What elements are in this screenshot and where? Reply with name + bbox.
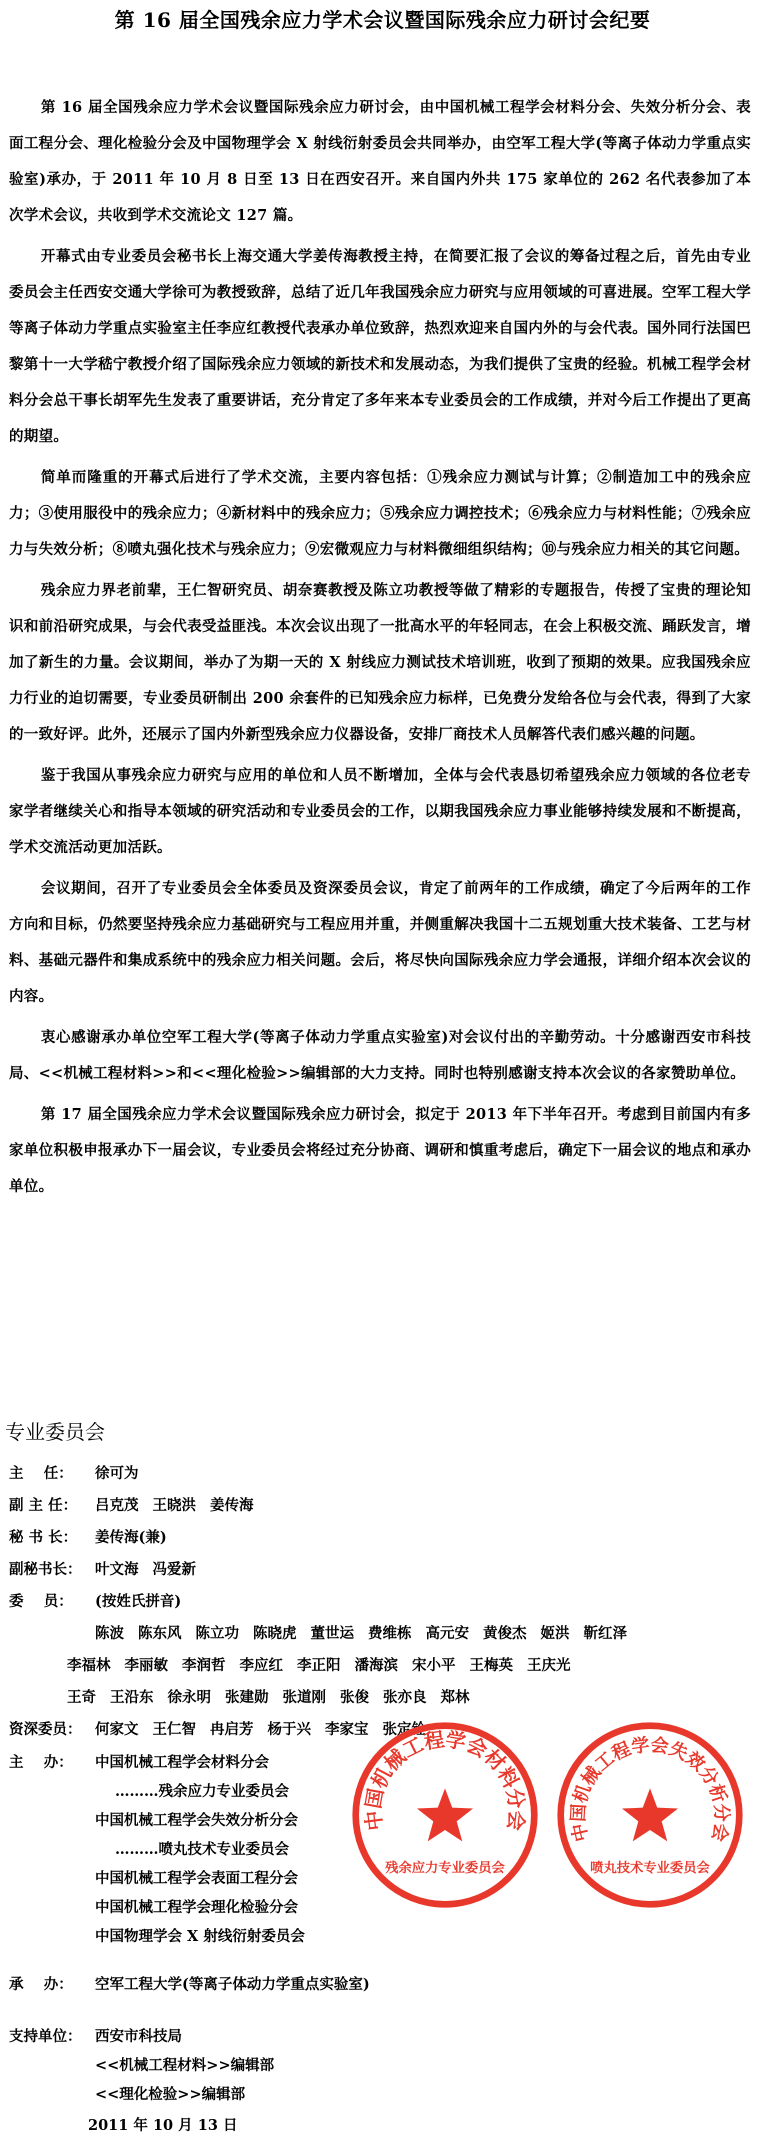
- member-name: 王奇: [67, 1689, 96, 1706]
- host-item: 中国机械工程学会理化检验分会: [95, 1899, 298, 1916]
- secretary-label: 秘 书 长：: [9, 1529, 78, 1546]
- paragraph: 残余应力界老前辈，王仁智研究员、胡奈赛教授及陈立功教授等做了精彩的专题报告，传授了宝贵的理论知识和前沿研究成果，与会代表受益匪浅。本次会议出现了一批高水平的年轻同志，在会上积极交流、踊跃发言，增加了新生的力量。会议期间，举办了为期一天的 X 射线应力测试技术培训班，收到了预期的效果。应我国残余应力行业的迫切需要，专业委员研制出 200 余套件的已知残余应力标样，已免费分发给各位与会代表，得到了大家的一致好评。此外，还展示了国内外新型残余应力仪器设备，安排厂商技术人员解答代表们感兴趣的问题。: [9, 582, 751, 743]
- seal-ring-text: 中国机械工程学会材料分会: [360, 1727, 530, 1832]
- vice-chair-name: 吕克茂: [95, 1497, 139, 1514]
- paragraph: 开幕式由专业委员会秘书长上海交通大学姜传海教授主持，在简要汇报了会议的筹备过程之后，首先由专业委员会主任西安交通大学徐可为教授致辞，总结了近几年我国残余应力研究与应用领域的可喜进展。空军工程大学等离子体动力学重点实验室主任李应红教授代表承办单位致辞，热烈欢迎来自国内外的与会代表。国外同行法国巴黎第十一大学嵇宁教授介绍了国际残余应力领域的新技术和发展动态，为我们提供了宝贵的经验。机械工程学会材料分会总干事长胡军先生发表了重要讲话，充分肯定了多年来本专业委员会的工作成绩，并对今后工作提出了更高的期望。: [9, 248, 751, 445]
- member-name: 张建勋: [225, 1689, 269, 1706]
- member-name: 陈波: [95, 1625, 124, 1642]
- vice-chair-name: 姜传海: [210, 1497, 254, 1514]
- seal-bottom-text: 喷丸技术专业委员会: [590, 1861, 710, 1876]
- article-body: [9, 90, 751, 1210]
- senior-member-name: 冉启芳: [210, 1721, 254, 1738]
- member-name: 姬洪: [540, 1625, 570, 1642]
- member-name: 宋小平: [412, 1657, 456, 1674]
- member-name: 徐永明: [167, 1689, 211, 1706]
- senior-member-name: 何家文: [95, 1721, 139, 1738]
- secretary-name: 姜传海(兼): [95, 1529, 167, 1546]
- host-label: 主 办：: [9, 1754, 73, 1771]
- vice-secretary-names: [95, 1554, 210, 1586]
- senior-members-label: 资深委员：: [9, 1721, 82, 1738]
- member-name: 张道刚: [282, 1689, 326, 1706]
- host-item: ………喷丸技术专业委员会: [115, 1841, 289, 1858]
- seal-materials-icon: [350, 1720, 540, 1910]
- seal-bottom-text: 残余应力专业委员会: [385, 1861, 505, 1876]
- member-name: 李正阳: [297, 1657, 341, 1674]
- member-name: 陈晓虎: [253, 1625, 297, 1642]
- seal-ring-text: 中国机械工程学会失效分析分会: [568, 1734, 732, 1844]
- members-names: [95, 1618, 641, 1650]
- chair-row: [9, 1458, 749, 1490]
- seals: [350, 1720, 760, 1910]
- member-name: 黄俊杰: [483, 1625, 527, 1642]
- senior-member-name: 王仁智: [152, 1721, 196, 1738]
- vice-secretary-name: 冯爱新: [152, 1561, 196, 1578]
- members-list-row: [9, 1650, 749, 1682]
- host-item: 中国机械工程学会表面工程分会: [95, 1870, 298, 1887]
- member-name: 高元安: [425, 1625, 469, 1642]
- secretary-row: [9, 1522, 749, 1554]
- vice-chair-row: [9, 1490, 749, 1522]
- member-name: 陈立功: [195, 1625, 239, 1642]
- member-name: 王沿东: [110, 1689, 154, 1706]
- support-item: 西安市科技局: [95, 2028, 182, 2045]
- members-list-row: [9, 1618, 749, 1650]
- host-item: 中国机械工程学会材料分会: [95, 1754, 269, 1771]
- member-name: 郑林: [440, 1689, 470, 1706]
- vice-secretary-label: 副秘书长：: [9, 1561, 82, 1578]
- members-note: (按姓氏拼音): [95, 1593, 182, 1610]
- page-title: 第 16 届全国残余应力学术会议暨国际残余应力研讨会纪要: [114, 8, 651, 32]
- member-name: 潘海滨: [354, 1657, 398, 1674]
- organizer-label: 承 办：: [9, 1976, 73, 1993]
- member-name: 王梅英: [469, 1657, 513, 1674]
- senior-member-name: 张定铨: [382, 1721, 426, 1738]
- seal-materials-branch: [350, 1720, 540, 1910]
- chair-label: 主 任：: [9, 1465, 73, 1482]
- support-item: <<理化检验>>编辑部: [95, 2086, 246, 2103]
- vice-chair-label: 副 主 任：: [9, 1497, 78, 1514]
- member-name: 董世运: [310, 1625, 354, 1642]
- senior-member-name: 杨于兴: [267, 1721, 311, 1738]
- members-label: 委 员：: [9, 1593, 73, 1610]
- paragraph: 第 16 届全国残余应力学术会议暨国际残余应力研讨会，由中国机械工程学会材料分会、失效分析分会、表面工程分会、理化检验分会及中国物理学会 X 射线衍射委员会共同举办，由空军工程大学(等离子体动力学重点实验室)承办，于 2011 年 10 月 8 日至 13 日在西安召开。来自国内外共 175 家单位的 262 名代表参加了本次学术会议，共收到学术交流论文 127 篇。: [9, 99, 751, 224]
- member-name: 费维栋: [368, 1625, 412, 1642]
- paragraph: 第 17 届全国残余应力学术会议暨国际残余应力研讨会，拟定于 2013 年下半年召开。考虑到目前国内有多家单位积极申报承办下一届会议，专业委员会将经过充分协商、调研和慎重考虑后，确定下一届会议的地点和承办单位。: [9, 1106, 751, 1195]
- member-name: 陈东风: [138, 1625, 182, 1642]
- host-item: 中国机械工程学会失效分析分会: [95, 1812, 298, 1829]
- support-item: <<机械工程材料>>编辑部: [95, 2057, 275, 2074]
- committee-heading: 专业委员会: [5, 1420, 105, 1444]
- document-date: 2011 年 10 月 13 日: [88, 2117, 238, 2134]
- member-name: 李润哲: [182, 1657, 226, 1674]
- seal-failure-branch: [555, 1720, 745, 1910]
- organizer-name: 空军工程大学(等离子体动力学重点实验室): [95, 1976, 370, 1993]
- member-name: 李丽敏: [124, 1657, 168, 1674]
- vice-chair-names: [95, 1490, 268, 1522]
- members-names: [67, 1650, 585, 1682]
- paragraph: 鉴于我国从事残余应力研究与应用的单位和人员不断增加，全体与会代表恳切希望残余应力领域的各位老专家学者继续关心和指导本领域的研究活动和专业委员会的工作，以期我国残余应力事业能够持续发展和不断提高，学术交流活动更加活跃。: [9, 767, 751, 856]
- host-item: ………残余应力专业委员会: [115, 1783, 289, 1800]
- senior-member-name: 李家宝: [325, 1721, 369, 1738]
- host-item: 中国物理学会 X 射线衍射委员会: [95, 1928, 305, 1945]
- members-row: [9, 1586, 749, 1618]
- member-name: 张俊: [340, 1689, 369, 1706]
- vice-chair-name: 王晓洪: [152, 1497, 196, 1514]
- seal-failure-icon: [555, 1720, 745, 1910]
- support-label: 支持单位：: [9, 2028, 82, 2045]
- paragraph: 衷心感谢承办单位空军工程大学(等离子体动力学重点实验室)对会议付出的辛勤劳动。十分感谢西安市科技局、<<机械工程材料>>和<<理化检验>>编辑部的大力支持。同时也特别感谢支持本次会议的各家赞助单位。: [9, 1029, 751, 1082]
- member-name: 李福林: [67, 1657, 111, 1674]
- member-name: 李应红: [239, 1657, 283, 1674]
- vice-secretary-row: [9, 1554, 749, 1586]
- paragraph: 简单而隆重的开幕式后进行了学术交流，主要内容包括：①残余应力测试与计算；②制造加工中的残余应力；③使用服役中的残余应力；④新材料中的残余应力；⑤残余应力调控技术；⑥残余应力与材料性能；⑦残余应力与失效分析；⑧喷丸强化技术与残余应力；⑨宏微观应力与材料微细组织结构；⑩与残余应力相关的其它问题。: [9, 469, 751, 558]
- member-name: 王庆光: [527, 1657, 571, 1674]
- member-name: 靳红泽: [583, 1625, 627, 1642]
- chair-name: 徐可为: [95, 1465, 139, 1482]
- members-names: [67, 1682, 484, 1714]
- members-list-row: [9, 1682, 749, 1714]
- vice-secretary-name: 叶文海: [95, 1561, 139, 1578]
- member-name: 张亦良: [383, 1689, 427, 1706]
- paragraph: 会议期间，召开了专业委员会全体委员及资深委员会议，肯定了前两年的工作成绩，确定了今后两年的工作方向和目标，仍然要坚持残余应力基础研究与工程应用并重，并侧重解决我国十二五规划重大技术装备、工艺与材料、基础元器件和集成系统中的残余应力相关问题。会后，将尽快向国际残余应力学会通报，详细介绍本次会议的内容。: [9, 880, 751, 1005]
- committee-roster: [9, 1458, 749, 1746]
